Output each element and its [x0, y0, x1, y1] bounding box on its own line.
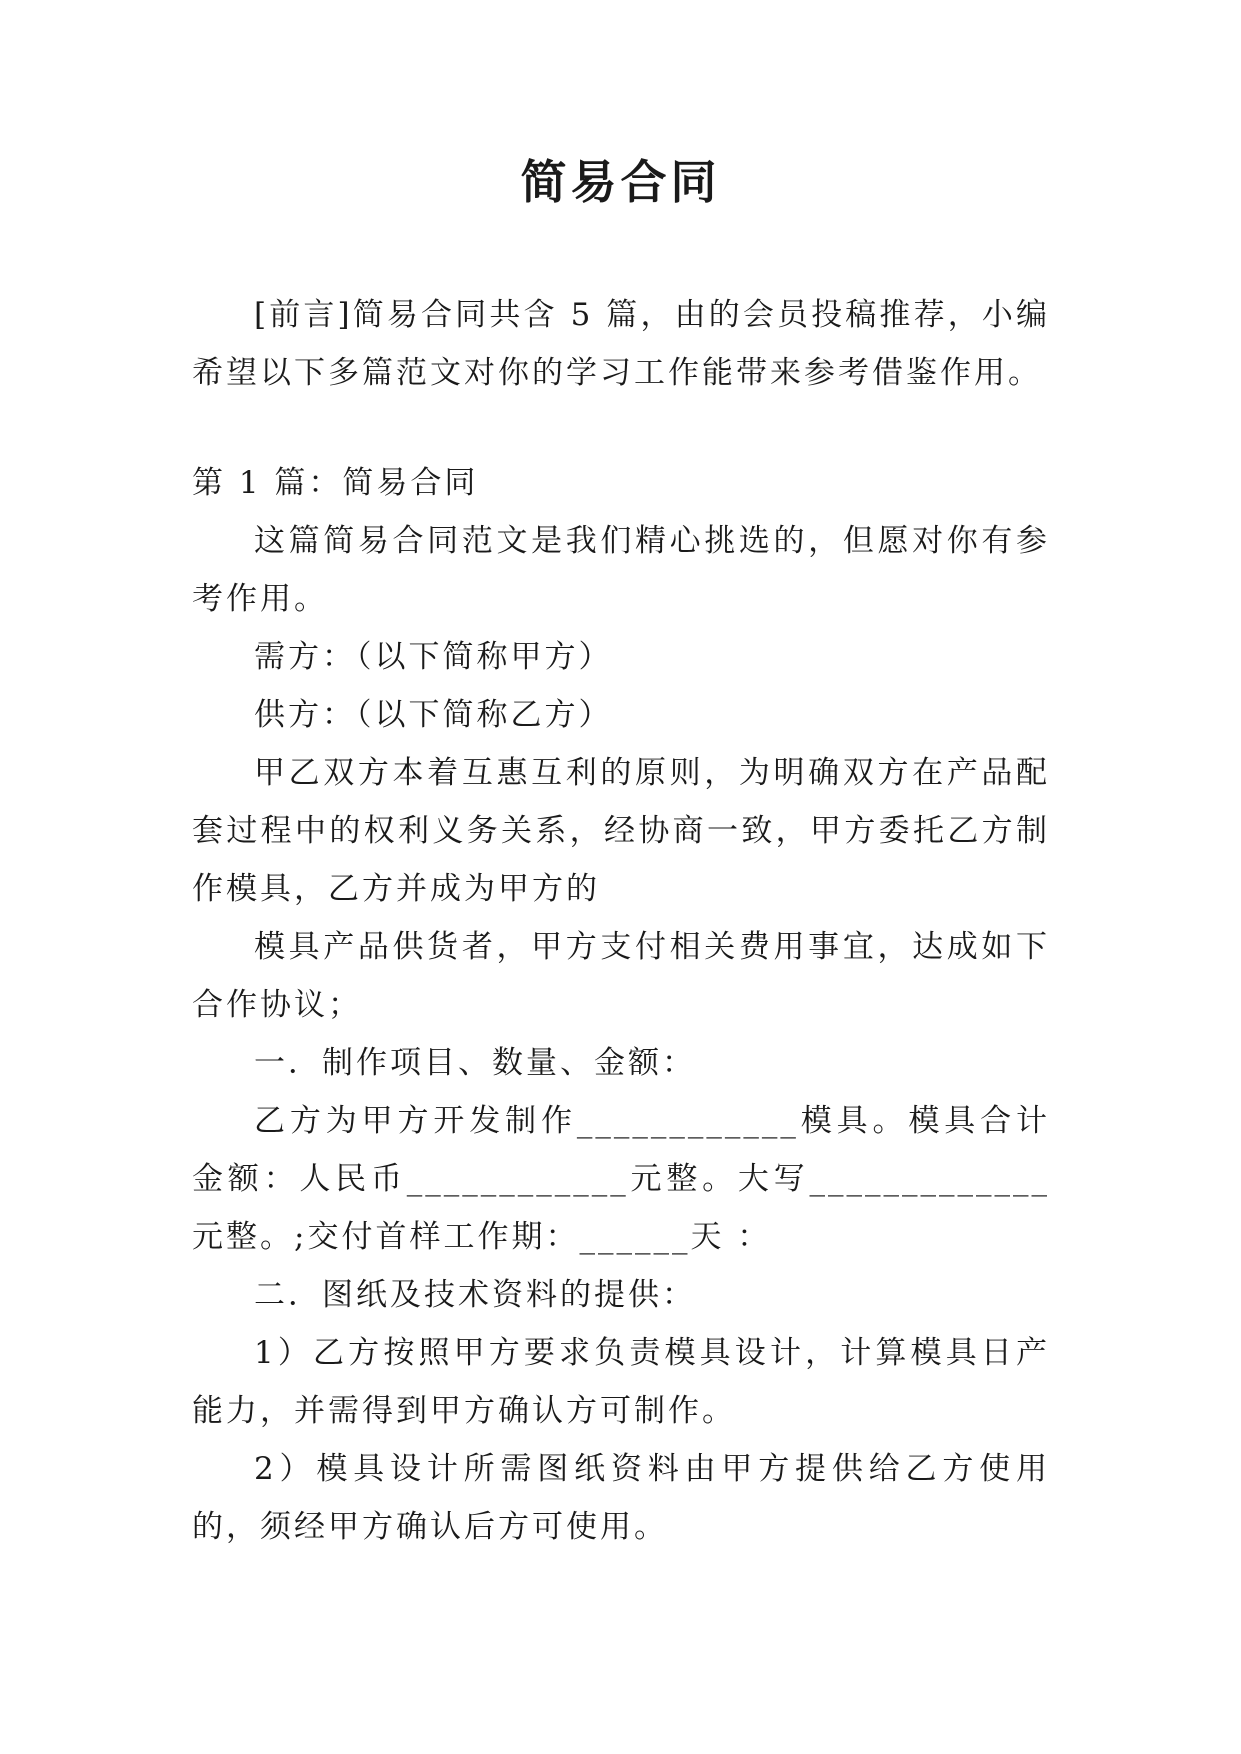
party-b-line: 供方：（以下简称乙方）: [254, 697, 613, 733]
clause-paragraph: 2）模具设计所需图纸资料由甲方提供给乙方使用的，须经甲方确认后方可使用。: [192, 1451, 1050, 1545]
section-heading: 第 1 篇：简易合同: [192, 465, 479, 501]
document-title: 简易合同: [520, 155, 721, 209]
clause-heading: 二．图纸及技术资料的提供：: [254, 1277, 696, 1313]
clause-heading: 一．制作项目、数量、金额：: [254, 1045, 696, 1081]
contract-paragraph: 模具产品供货者，甲方支付相关费用事宜，达成如下合作协议；: [192, 929, 1050, 1023]
clause-paragraph: 1）乙方按照甲方要求负责模具设计，计算模具日产能力，并需得到甲方确认方可制作。: [192, 1335, 1050, 1429]
section-spacer: [192, 402, 1050, 454]
intro-paragraph: 这篇简易合同范文是我们精心挑选的，但愿对你有参考作用。: [192, 523, 1050, 617]
contract-paragraph: 甲乙双方本着互惠互利的原则，为明确双方在产品配套过程中的权利义务关系，经协商一致，甲方委托乙方制作模具，乙方并成为甲方的: [192, 755, 1050, 907]
preface-paragraph: [前言]简易合同共含 5 篇，由的会员投稿推荐，小编希望以下多篇范文对你的学习工作能带来参考借鉴作用。: [192, 297, 1050, 391]
document-body: [192, 286, 1050, 1556]
clause-paragraph: 乙方为甲方开发制作____________模具。模具合计金额：人民币____________元整。大写_____________元整。;交付首样工作期：______天 ：: [192, 1103, 1050, 1255]
party-a-line: 需方：（以下简称甲方）: [254, 639, 613, 675]
